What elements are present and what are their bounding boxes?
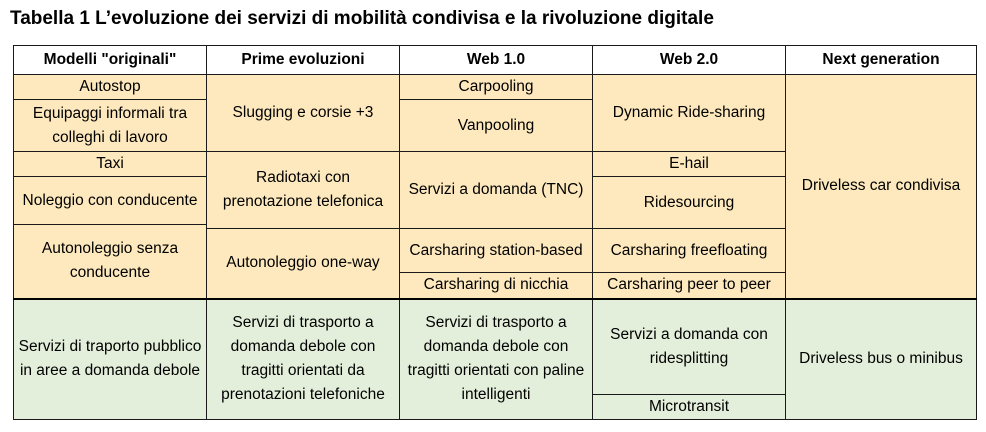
- cell-carsharing-station-based: Carsharing station-based: [400, 229, 593, 273]
- header-row: [14, 46, 977, 75]
- cell-servizi-prenotazioni-telefoniche: Servizi di trasporto a domanda debole con tragitti orientati da prenotazioni telefoniche: [207, 299, 400, 420]
- cell-autonoleggio-one-way: Autonoleggio one-way: [207, 229, 400, 299]
- cell-noleggio-con-conducente: Noleggio con conducente: [14, 177, 207, 225]
- cell-ridesourcing: Ridesourcing: [593, 177, 786, 229]
- cell-microtransit: Microtransit: [593, 395, 786, 420]
- cell-taxi: Taxi: [14, 152, 207, 177]
- cell-driveless-bus: Driveless bus o minibus: [786, 299, 977, 420]
- cell-carsharing-peer-to-peer: Carsharing peer to peer: [593, 273, 786, 299]
- cell-e-hail: E-hail: [593, 152, 786, 177]
- cell-driveless-car: Driveless car condivisa: [786, 75, 977, 299]
- cell-servizi-domanda-tnc: Servizi a domanda (TNC): [400, 152, 593, 229]
- cell-servizi-paline-intelligenti: Servizi di trasporto a domanda debole con tragitti orientati con paline intelligenti: [400, 299, 593, 420]
- cell-dynamic-ride-sharing: Dynamic Ride-sharing: [593, 75, 786, 152]
- cell-servizi-traporto-pubblico: Servizi di traporto pubblico in aree a domanda debole: [14, 299, 207, 420]
- header-prime-evoluzioni: Prime evoluzioni: [207, 46, 400, 75]
- cell-slugging: Slugging e corsie +3: [207, 75, 400, 152]
- cell-carsharing-di-nicchia: Carsharing di nicchia: [400, 273, 593, 299]
- header-modelli-originali: Modelli "originali": [14, 46, 207, 75]
- cell-carpooling: Carpooling: [400, 75, 593, 100]
- cell-servizi-ridesplitting: Servizi a domanda con ridesplitting: [593, 299, 786, 395]
- header-web-1-0: Web 1.0: [400, 46, 593, 75]
- cell-autonoleggio-senza-conducente: Autonoleggio senza conducente: [14, 225, 207, 299]
- header-next-generation: Next generation: [786, 46, 977, 75]
- cell-vanpooling: Vanpooling: [400, 100, 593, 152]
- table-title: Tabella 1 L’evoluzione dei servizi di mobilità condivisa e la rivoluzione digitale: [10, 8, 714, 29]
- header-web-2-0: Web 2.0: [593, 46, 786, 75]
- mobility-evolution-table: [13, 45, 977, 420]
- cell-carsharing-freefloating: Carsharing freefloating: [593, 229, 786, 273]
- cell-radiotaxi: Radiotaxi con prenotazione telefonica: [207, 152, 400, 229]
- cell-equipaggi-informali: Equipaggi informali tra colleghi di lavoro: [14, 100, 207, 152]
- cell-autostop: Autostop: [14, 75, 207, 100]
